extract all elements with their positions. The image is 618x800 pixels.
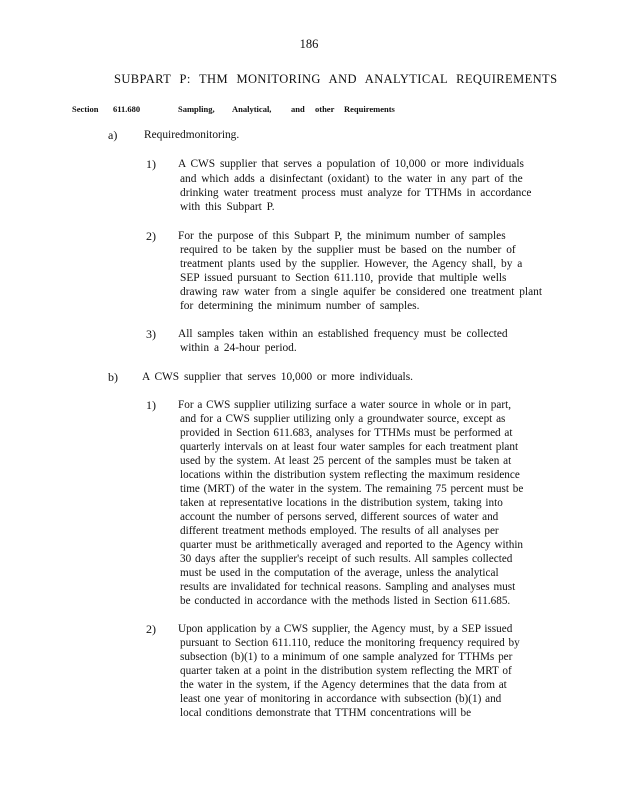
subsection-a-title: Requiredmonitoring.	[144, 129, 240, 141]
item-a3-line: All samples taken within an established frequency must be collected	[178, 328, 508, 340]
item-b1-line: results are invalidated for technical reasons. Sampling and analyses must	[180, 581, 516, 593]
section-title-word: Analytical,	[232, 104, 272, 114]
item-b2-line: Upon application by a CWS supplier, the Agency must, by a SEP issued	[178, 623, 513, 635]
item-a2-line: For the purpose of this Subpart P, the minimum number of samples	[178, 230, 506, 242]
item-b1-label: 1)	[146, 398, 156, 412]
section-number: 611.680	[113, 104, 141, 114]
item-b1-line: locations within the distribution system reflecting the maximum residence	[180, 469, 520, 481]
item-b2-line: the water in the system, if the Agency determines that the data from at	[180, 679, 507, 691]
item-a1-line: drinking water treatment process must analyze for TTHMs in accordance	[180, 187, 532, 199]
item-b2-line: pursuant to Section 611.110, reduce the monitoring frequency required by	[180, 637, 520, 649]
item-a1-line: A CWS supplier that serves a population of 10,000 or more individuals	[178, 158, 524, 170]
item-a2-line: SEP issued pursuant to Section 611.110, provide that multiple wells	[180, 272, 507, 284]
item-a2-line: required to be taken by the supplier must be based on the number of	[180, 244, 516, 256]
item-b1-line: must be used in the computation of the average, unless the analytical	[180, 567, 499, 579]
item-a2-line: drawing raw water from a single aquifer be considered one treatment plant	[180, 286, 543, 298]
item-b1-line: 30 days after the supplier's receipt of such results. All samples collected	[180, 553, 513, 565]
item-a2-label: 2)	[146, 229, 156, 243]
item-b1-line: taken at representative locations in the distribution system, taking into	[180, 497, 503, 509]
subsection-a-label: a)	[108, 128, 118, 142]
item-b2-line: quarter taken at a point in the distribution system reflecting the MRT of	[180, 665, 512, 677]
item-b1-line: and for a CWS supplier utilizing only a groundwater source, except as	[180, 413, 506, 425]
section-title-word: and	[291, 104, 305, 114]
item-a1-line: and which adds a disinfectant (oxidant) to the water in any part of the	[180, 173, 523, 185]
item-b1-line: For a CWS supplier utilizing surface a water source in whole or in part,	[178, 399, 511, 411]
item-a2-line: for determining the minimum number of samples.	[180, 300, 420, 312]
item-a1-label: 1)	[146, 157, 156, 171]
item-a2-line: treatment plants used by the supplier. However, the Agency shall, by a	[180, 258, 523, 270]
item-b1-line: different treatment methods employed. The results of all analyses per	[180, 525, 499, 537]
item-b1-line: account the number of persons served, different sources of water and	[180, 511, 499, 523]
item-b2-line: local conditions demonstrate that TTHM concentrations will be	[180, 707, 472, 719]
item-b1-line: used by the system. At least 25 percent of the samples must be taken at	[180, 455, 512, 467]
section-title-word: Sampling,	[178, 104, 215, 114]
subsection-b-title: A CWS supplier that serves 10,000 or more individuals.	[142, 371, 413, 383]
section-heading	[72, 103, 402, 115]
page-number: 186	[299, 37, 319, 51]
item-a1-line: with this Subpart P.	[180, 201, 275, 213]
item-a3-line: within a 24-hour period.	[180, 342, 297, 354]
item-b1-line: time (MRT) of the water in the system. The remaining 75 percent must be	[180, 483, 524, 495]
item-b1-line: quarter must be arithmetically averaged and reported to the Agency within	[180, 539, 524, 551]
subpart-heading: SUBPART P: THM MONITORING AND ANALYTICAL REQUIREMENTS	[114, 72, 558, 86]
item-b1-line: provided in Section 611.683, analyses for TTHMs must be performed at	[180, 427, 513, 439]
item-b2-label: 2)	[146, 622, 156, 636]
subsection-b-label: b)	[108, 370, 118, 384]
item-b2-line: least one year of monitoring in accordance with subsection (b)(1) and	[180, 693, 502, 705]
section-title-word: Requirements	[344, 104, 395, 114]
item-a3-label: 3)	[146, 327, 156, 341]
item-b2-line: subsection (b)(1) to a minimum of one sample analyzed for TTHMs per	[180, 651, 513, 663]
section-title-word: other	[315, 104, 335, 114]
item-b1-line: quarterly intervals on at least four water samples for each treatment plant	[180, 441, 519, 453]
section-label: Section	[72, 104, 99, 114]
item-b1-line: be conducted in accordance with the methods listed in Section 611.685.	[180, 595, 511, 607]
